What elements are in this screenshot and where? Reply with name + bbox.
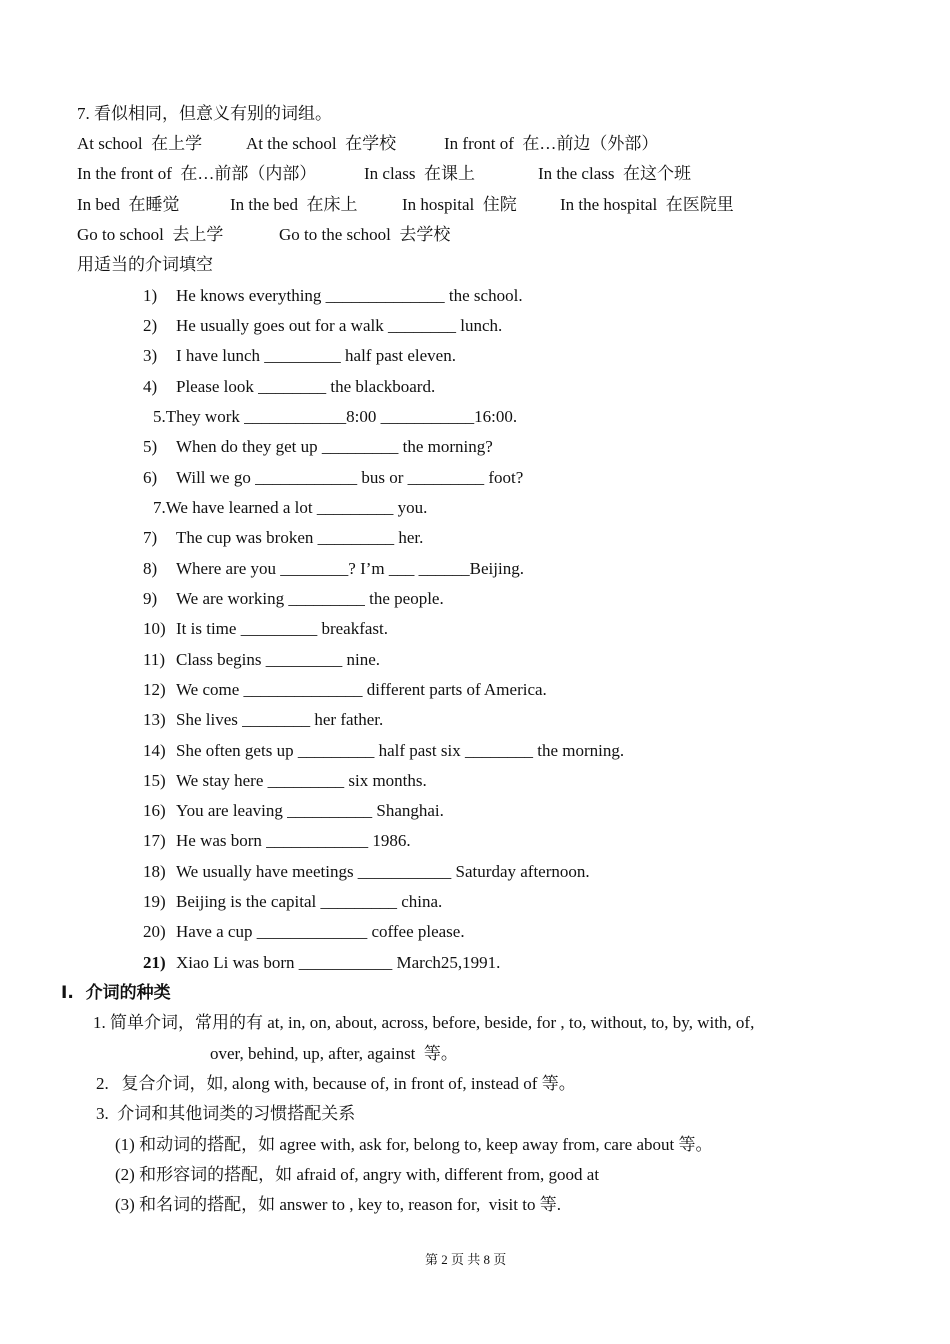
- exercise-text: Where are you ________? I’m ___ ______Beijing.: [176, 559, 524, 578]
- exercise-number: 14): [143, 741, 166, 760]
- exercise-number: 5): [143, 437, 158, 456]
- phrase-pair: In the hospital 在医院里: [560, 195, 734, 214]
- exercise-number: 20): [143, 922, 166, 941]
- exercise-text: She often gets up _________ half past six ________ the morning.: [176, 741, 625, 760]
- exercise-text: It is time _________ breakfast.: [176, 619, 388, 638]
- exercise-number: 16): [143, 801, 166, 820]
- exercise-text: We are working _________ the people.: [176, 589, 444, 608]
- exercise-text: He was born ____________ 1986.: [176, 831, 411, 850]
- exercise-text: Class begins _________ nine.: [176, 650, 380, 669]
- exercise-text: 7.We have learned a lot _________ you.: [153, 498, 428, 517]
- exercise-text: Will we go ____________ bus or _________ foot?: [176, 468, 524, 487]
- phrase-pair: At the school 在学校: [246, 134, 397, 153]
- phrase-pair: In the class 在这个班: [538, 164, 691, 183]
- exercise-number: 21): [143, 953, 166, 972]
- phrase-pair: Go to school 去上学: [77, 225, 224, 244]
- exercise-number: 6): [143, 468, 158, 487]
- sub-list-item: (1) 和动词的搭配，如 agree with, ask for, belong to, keep away from, care about 等。: [115, 1135, 713, 1154]
- exercise-text: 5.They work ____________8:00 ___________16:00.: [153, 407, 518, 426]
- phrase-pair: In hospital 住院: [402, 195, 517, 214]
- exercise-text: Beijing is the capital _________ china.: [176, 892, 443, 911]
- exercise-text: The cup was broken _________ her.: [176, 528, 424, 547]
- exercise-text: You are leaving __________ Shanghai.: [176, 801, 444, 820]
- exercise-text: We come ______________ different parts of America.: [176, 680, 547, 699]
- exercise-number: 10): [143, 619, 166, 638]
- phrase-pair: In class 在课上: [364, 164, 475, 183]
- phrase-pair: In front of 在…前边（外部）: [444, 134, 659, 153]
- exercise-text: He usually goes out for a walk ________ lunch.: [176, 316, 503, 335]
- exercise-text: She lives ________ her father.: [176, 710, 384, 729]
- exercise-number: 3): [143, 346, 158, 365]
- page-number: 第 2 页 共 8 页: [425, 1252, 507, 1267]
- phrase-pair: In the front of 在…前部（内部）: [77, 164, 317, 183]
- exercise-text: When do they get up _________ the morning?: [176, 437, 493, 456]
- list-item: 3. 介词和其他词类的习惯搭配关系: [96, 1104, 356, 1123]
- phrase-pair: At school 在上学: [77, 134, 203, 153]
- exercise-number: 13): [143, 710, 166, 729]
- exercise-text: We usually have meetings ___________ Saturday afternoon.: [176, 862, 590, 881]
- list-item-continuation: over, behind, up, after, against 等。: [210, 1044, 458, 1063]
- exercise-instruction: 用适当的介词填空: [77, 255, 213, 274]
- exercise-text: We stay here _________ six months.: [176, 771, 427, 790]
- exercise-number: 2): [143, 316, 158, 335]
- phrase-pair: Go to the school 去学校: [279, 225, 451, 244]
- exercise-number: 12): [143, 680, 166, 699]
- exercise-number: 19): [143, 892, 166, 911]
- section-heading: I. 介词的种类: [61, 983, 171, 1003]
- exercise-text: Please look ________ the blackboard.: [176, 377, 436, 396]
- phrase-pair: In bed 在睡觉: [77, 195, 180, 214]
- sub-list-item: (3) 和名词的搭配，如 answer to , key to, reason for, visit to 等.: [115, 1195, 561, 1214]
- exercise-number: 9): [143, 589, 158, 608]
- section-title: 7. 看似相同，但意义有别的词组。: [77, 104, 332, 123]
- exercise-text: He knows everything ______________ the school.: [176, 286, 523, 305]
- list-item: 1. 简单介词，常用的有 at, in, on, about, across, before, beside, for , to, without, to, by, with, of,: [93, 1013, 755, 1032]
- exercise-number: 7): [143, 528, 158, 547]
- exercise-number: 4): [143, 377, 158, 396]
- exercise-number: 17): [143, 831, 166, 850]
- sub-list-item: (2) 和形容词的搭配，如 afraid of, angry with, different from, good at: [115, 1165, 600, 1184]
- phrase-pair: In the bed 在床上: [230, 195, 358, 214]
- exercise-number: 18): [143, 862, 166, 881]
- exercise-text: Xiao Li was born ___________ March25,1991.: [176, 953, 501, 972]
- exercise-number: 1): [143, 286, 158, 305]
- exercise-number: 11): [143, 650, 166, 669]
- exercise-text: Have a cup _____________ coffee please.: [176, 922, 465, 941]
- exercise-number: 15): [143, 771, 166, 790]
- exercise-number: 8): [143, 559, 158, 578]
- exercise-text: I have lunch _________ half past eleven.: [176, 346, 456, 365]
- list-item: 2. 复合介词，如, along with, because of, in front of, instead of 等。: [96, 1074, 576, 1093]
